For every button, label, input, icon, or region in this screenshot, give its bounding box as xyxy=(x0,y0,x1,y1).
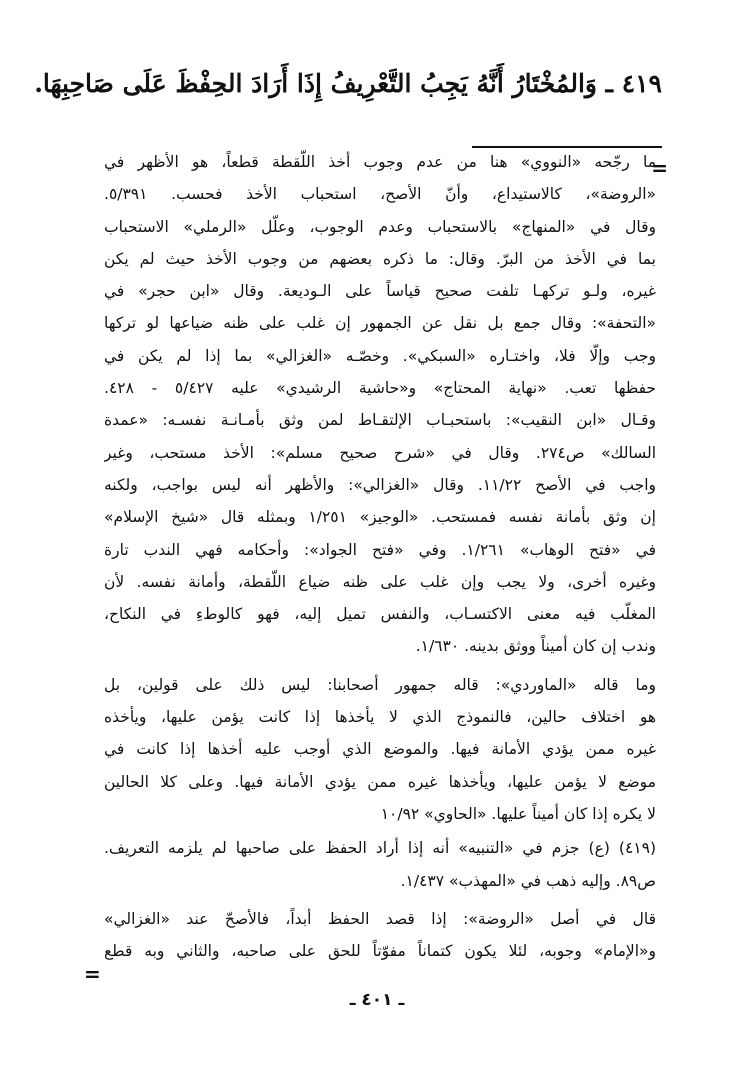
footnote-paragraph-1 xyxy=(104,146,656,663)
footnote-line: وما قاله «الماوردي»: قاله جمهور أصحابنا: ليس ذلك على قولين، بل xyxy=(104,675,656,694)
main-text-line: ٤١٩ ـ وَالمُخْتَارُ أَنَّهُ يَجِبُ التَّعْرِيفُ إِذَا أَرَادَ الحِفْظَ عَلَى صَاحِبِهَا. xyxy=(34,69,662,98)
footnote-line: واجب في الأصح ١١/٢٢. وقال «الغزالي»: والأظهر أنه ليس بواجب، ولكنه xyxy=(104,475,656,494)
footnote-line: ما رجّحه «النووي» هنا من عدم وجوب أخذ اللّقطة قطعاً، هو الأظهر في xyxy=(104,153,656,171)
footnote-paragraph-4 xyxy=(104,903,656,968)
footnotes-block xyxy=(104,146,656,967)
footnote-line: موضع لا يؤمن عليها، ويأخذها غيره ممن يؤدي الأمانة فيها. وعلى كلا الحالين xyxy=(104,772,656,791)
footnote-line: هو اختلاف حالين، فالنموذج الذي لا يأخذها إذا كانت يؤمن عليها، ويأخذه xyxy=(104,708,656,727)
footnote-line: (٤١٩) (ع) جزم في «التنبيه» أنه إذا أراد الحفظ على صاحبها لم يلزمه التعريف. xyxy=(104,839,656,858)
footnote-line: غيره ممن يؤدي الأمانة فيها. والموضع الذي أوجب عليه أخذها إذا كانت في xyxy=(104,740,656,759)
footnote-line: حفظها تعب. «نهاية المحتاج» و«حاشية الرشيدي» عليه ٥/٤٢٧ - ٤٢٨. xyxy=(104,379,656,398)
footnote-continuation-mark-top: = xyxy=(651,156,668,180)
footnote-line: وقال في «المنهاج» بالاستحباب وعدم الوجوب، وعلّل «الرملي» الاستحباب xyxy=(104,217,656,236)
footnote-line: غيره، ولـو تركهـا تلفت صحيح قياساً على الـوديعة. وقال «ابن حجر» في xyxy=(104,282,656,301)
footnote-line: المغلّب فيه معنى الاكتسـاب، والنفس تميل إليه، فهو كالوطءِ في النكاح، xyxy=(104,605,656,624)
footnote-line: وندب إن كان أميناً ووثق بدينه. ١/٦٣٠. xyxy=(415,637,656,656)
footnote-line: قال في أصل «الروضة»: إذا قصد الحفظ أبداً، فالأصحّ عند «الغزالي» xyxy=(104,909,656,928)
footnote-line: «الروضة»، كالاستيداع، وأنّ الأصح، استحباب الأخذ فحسب. ٥/٣٩١. xyxy=(104,185,656,204)
footnote-line: «التحفة»: وقال جمع بل نقل عن الجمهور إن غلب على ظنه ضياعها لو تركها xyxy=(104,314,656,333)
page-number: ـ ٤٠١ ـ xyxy=(349,990,405,1010)
footnote-line: إن وثق بأمانة نفسه فمستحب. «الوجيز» ١/٢٥١ وبمثله قال «شيخ الإسلام» xyxy=(104,508,656,527)
footnote-line: بما في الأخذ من البرّ. وقال: ما ذكره بعضهم من وجوب الأخذ حيث لم يكن xyxy=(104,249,656,268)
footnote-line: لا يكره إذا كان أميناً عليها. «الحاوي» ١٠/٩٢ xyxy=(380,804,656,823)
footnote-paragraph-419 xyxy=(104,832,656,897)
footnote-paragraph-2 xyxy=(104,669,656,830)
footnote-line: و«الإمام» وجوبه، لئلا يكون كتماناً مفوّتاً للحق على صاحبه، والثاني وبه قطع xyxy=(104,942,656,961)
footnote-line: ص٨٩. وإليه ذهب في «المهذب» ١/٤٣٧. xyxy=(400,871,656,890)
footnote-line: وجب وإلّا فلا، واختـاره «السبكي». وخصّـه «الغزالي» بما إذا لم يكن في xyxy=(104,346,656,365)
footnote-line: وغيره أخرى، ولا يجب وإن غلب على ظنه ضياع اللّقطة، وأمانة نفسه. لأن xyxy=(104,572,656,591)
footnote-continuation-mark-bottom: = xyxy=(84,962,101,986)
footnote-line: وقـال «ابن النقيب»: باستحبـاب الإلتقـاط لمن وثق بأمـانـة نفسـه: «عمدة xyxy=(104,411,656,430)
footnote-line: السالك» ص٢٧٤. وقال في «شرح صحيح مسلم»: الأخذ مستحب، وغير xyxy=(104,443,656,462)
footnote-line: في «فتح الوهاب» ١/٢٦١. وفي «فتح الجواد»: وأحكامه فهي الندب تارة xyxy=(104,540,656,559)
